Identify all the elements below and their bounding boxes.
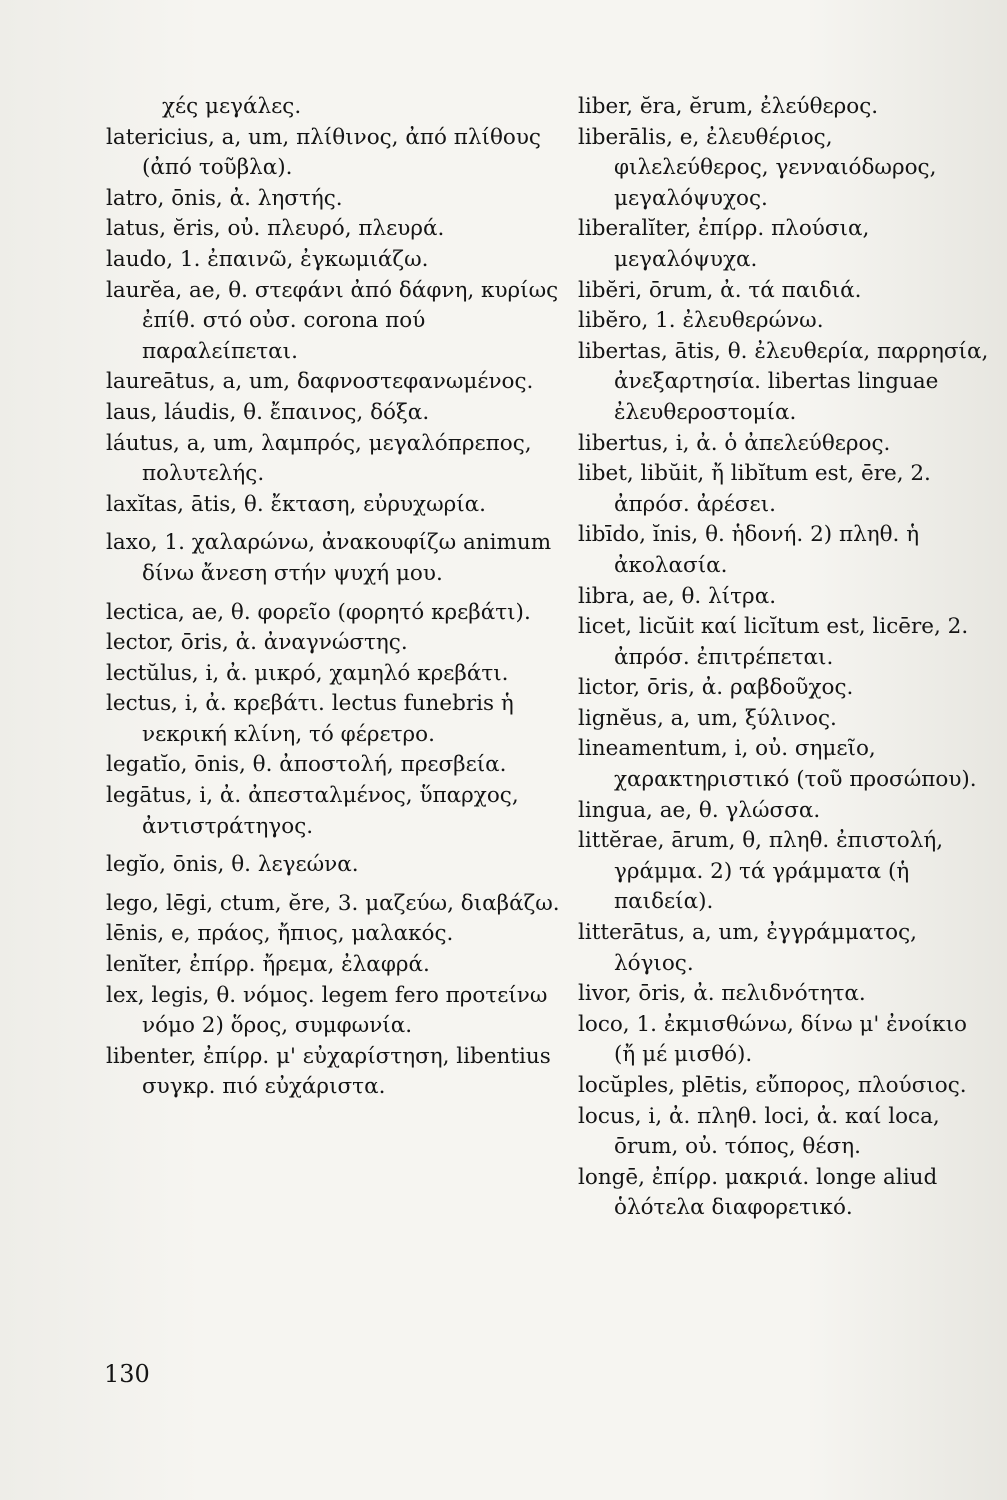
- dictionary-entry: laudo, 1. ἐπαινῶ, ἐγκωμιάζω.: [106, 246, 429, 272]
- dictionary-entry: láutus, a, um, λαμπρός, μεγαλόπρεπος, πολυτελής.: [106, 430, 532, 487]
- dictionary-entry: libenter, ἐπίρρ. μ' εὐχαρίστηση, libentius συγκρ. πιό εὐχάριστα.: [106, 1043, 551, 1100]
- dictionary-entry: lenĭter, ἐπίρρ. ἤρεμα, ἐλαφρά.: [106, 952, 430, 978]
- dictionary-entry: legatĭo, ōnis, θ. ἀποστολή, πρεσβεία.: [106, 752, 507, 778]
- dictionary-entry: libĕri, ōrum, ἀ. τά παιδιά.: [578, 277, 862, 303]
- dictionary-entry: litterātus, a, um, ἐγγράμματος, λόγιος.: [578, 920, 918, 976]
- dictionary-entry: lingua, ae, θ. γλώσσα.: [578, 797, 821, 823]
- dictionary-entry: latericius, a, um, πλίθινος, ἀπό πλίθους (ἀπό τοῦβλα).: [106, 124, 541, 181]
- dictionary-entry: latus, ĕris, οὐ. πλευρό, πλευρά.: [106, 216, 445, 242]
- dictionary-entry: livor, ōris, ἀ. πελιδνότητα.: [578, 981, 866, 1007]
- dictionary-entry: lineamentum, i, οὐ. σημεῖο, χαρακτηριστικό (τοῦ προσώπου).: [578, 736, 977, 793]
- dictionary-entry: legĭo, ōnis, θ. λεγεώνα.: [106, 852, 359, 878]
- dictionary-entry: longē, ἐπίρρ. μακριά. longe aliud ὁλότελα διαφορετικό.: [578, 1164, 938, 1221]
- dictionary-entry: libertas, ātis, θ. ἐλευθερία, παρρησία, ἀνεξαρτησία. libertas linguae ἐλευθεροστομία.: [578, 338, 989, 425]
- dictionary-entry: liberalĭter, ἐπίρρ. πλούσια, μεγαλόψυχα.: [578, 216, 870, 272]
- dictionary-entry: laus, láudis, θ. ἔπαινος, δόξα.: [106, 399, 430, 425]
- dictionary-entry: lictor, ōris, ἀ. ραβδοῦχος.: [578, 675, 854, 701]
- dictionary-entry: libra, ae, θ. λίτρα.: [578, 583, 777, 609]
- dictionary-entry: laxo, 1. χαλαρώνω, ἀνακουφίζω animum δίνω ἄνεση στήν ψυχή μου.: [106, 530, 552, 586]
- dictionary-entry: lēnis, e, πράος, ἤπιος, μαλακός.: [106, 921, 454, 947]
- dictionary-entry: lectŭlus, i, ἀ. μικρό, χαμηλό κρεβάτι.: [106, 660, 509, 686]
- dictionary-entry: littĕrae, ārum, θ, πληθ. ἐπιστολή, γράμμα. 2) τά γράμματα (ἡ παιδεία).: [578, 828, 944, 915]
- dictionary-entry: locŭples, plētis, εὔπορος, πλούσιος.: [578, 1073, 967, 1098]
- dictionary-entry: lector, ōris, ἀ. ἀναγνώστης.: [106, 630, 408, 656]
- dictionary-entry: libĕro, 1. ἐλευθερώνω.: [578, 308, 824, 334]
- dictionary-entry: libertus, i, ἀ. ὁ ἀπελεύθερος.: [578, 430, 891, 456]
- dictionary-entry: libet, libŭit, ἤ libĭtum est, ēre, 2. ἀπρόσ. ἀρέσει.: [578, 461, 931, 517]
- dictionary-entry: licet, licŭit καί licĭtum est, licēre, 2. ἀπρόσ. ἐπιτρέπεται.: [578, 614, 969, 670]
- dictionary-entry: laurĕa, ae, θ. στεφάνι ἀπό δάφνη, κυρίως ἐπίθ. στό οὐσ. corona πού παραλείπεται.: [106, 277, 559, 364]
- dictionary-entry: laxĭtas, ātis, θ. ἔκταση, εὐρυχωρία.: [106, 491, 487, 517]
- left-column: [106, 92, 561, 1103]
- dictionary-entry: laureātus, a, um, δαφνοστεφανωμένος.: [106, 369, 534, 395]
- continuation-line: χές μεγάλες.: [162, 94, 302, 119]
- dictionary-entry: liber, ĕra, ĕrum, ἐλεύθερος.: [578, 94, 879, 119]
- dictionary-entry: locus, i, ἀ. πληθ. loci, ἀ. καί loca, ōrum, οὐ. τόπος, θέση.: [578, 1103, 940, 1160]
- page-number: 130: [104, 1360, 150, 1388]
- dictionary-entry: legātus, i, ἀ. ἀπεσταλμένος, ὕπαρχος, ἀντιστράτηγος.: [106, 783, 519, 839]
- dictionary-entry: lignĕus, a, um, ξύλινος.: [578, 705, 837, 731]
- dictionary-entry: libīdo, ĭnis, θ. ἡδονή. 2) πληθ. ἡ ἀκολασία.: [578, 522, 920, 578]
- dictionary-entry: lex, legis, θ. νόμος. legem fero προτείνω νόμο 2) ὅρος, συμφωνία.: [106, 982, 548, 1039]
- dictionary-entry: lectica, ae, θ. φορεῖο (φορητό κρεβάτι).: [106, 599, 531, 625]
- dictionary-entry: loco, 1. ἐκμισθώνω, δίνω μ' ἐνοίκιο (ἤ μέ μισθό).: [578, 1011, 967, 1068]
- dictionary-entry: latro, ōnis, ἀ. ληστής.: [106, 185, 343, 211]
- right-column: [578, 92, 993, 1224]
- dictionary-entry: lego, lēgi, ctum, ĕre, 3. μαζεύω, διαβάζω.: [106, 890, 560, 916]
- dictionary-entry: lectus, i, ἀ. κρεβάτι. lectus funebris ἡ νεκρική κλίνη, τό φέρετρο.: [106, 691, 514, 747]
- dictionary-entry: liberālis, e, ἐλευθέριος, φιλελεύθερος, γενναιόδωρος, μεγαλόψυχος.: [578, 124, 937, 211]
